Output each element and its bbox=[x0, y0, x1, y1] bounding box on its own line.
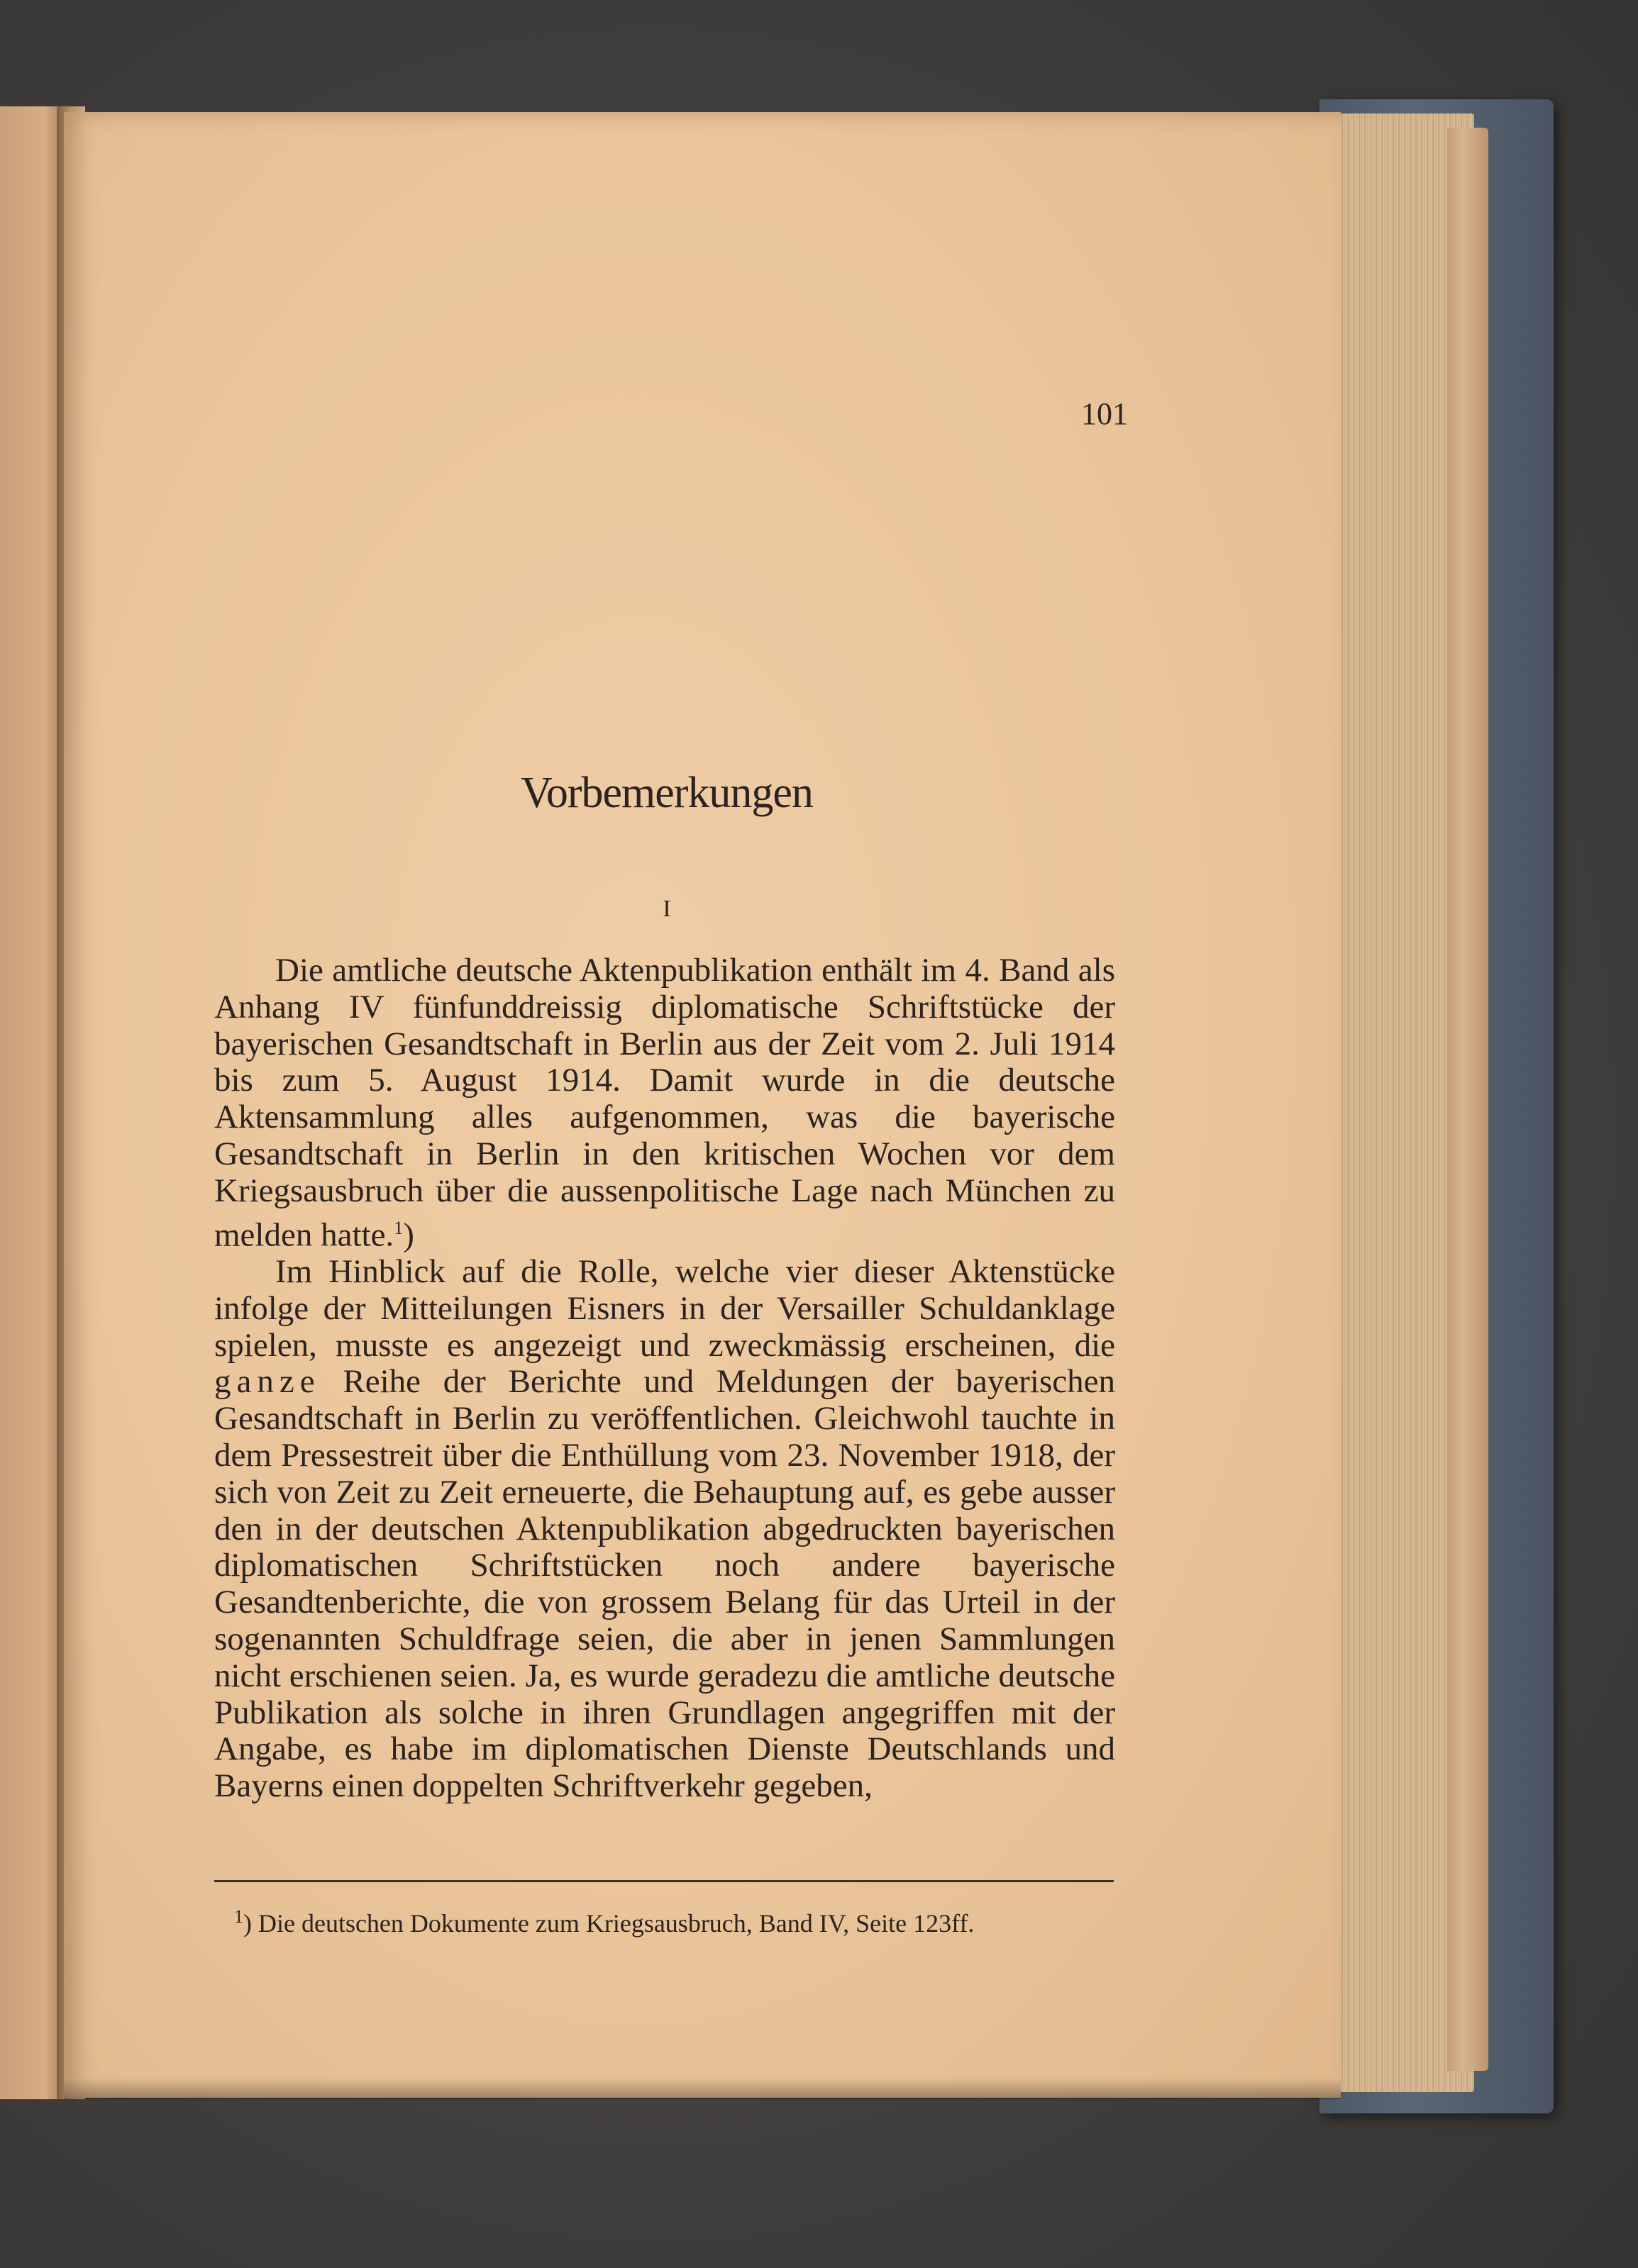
emphasized-word: ganze bbox=[214, 1363, 321, 1401]
body-text bbox=[214, 952, 1115, 1805]
footnote-reference: 1 bbox=[394, 1217, 404, 1238]
section-number: I bbox=[663, 896, 671, 922]
page-edges-outer bbox=[1447, 128, 1488, 2071]
footnote-divider bbox=[214, 1880, 1114, 1882]
page-shadow bbox=[64, 2078, 1341, 2099]
paragraph-1-text: Die amtliche deutsche Aktenpublikation enthält im 4. Band als Anhang IV fünfunddreissig diplomatische Schriftstücke der bayerischen Gesandtschaft in Berlin aus der Zeit vom 2. Juli 1914 bis zum 5. August 1914. Damit wurde in die deutsche Aktensammlung alles aufgenommen, was die bayerische Gesandtschaft in Berlin in den kritischen Wochen vor dem Kriegsausbruch über die aussenpolitische Lage nach München zu melden hatte. bbox=[214, 952, 1115, 1254]
paragraph-2 bbox=[214, 1254, 1115, 1805]
page-number: 101 bbox=[1081, 396, 1128, 431]
facing-page bbox=[0, 106, 64, 2099]
paragraph-1 bbox=[214, 952, 1115, 1254]
footnote-reference-close: ) bbox=[403, 1216, 414, 1254]
book-page bbox=[64, 112, 1341, 2098]
footnote bbox=[234, 1906, 1121, 1938]
paragraph-2-text-end: Reihe der Berichte und Meldungen der bayerischen Gesandtschaft in Berlin zu veröffentlichen. Gleichwohl tauchte in dem Pressestreit über die Enthüllung vom 23. November 1918, der sich von Zeit zu Zeit erneuerte, die Behauptung auf, es gebe ausser den in der deutschen Aktenpublikation abgedruckten bayerischen diplomatischen Schriftstücken noch andere bayerische Gesandtenberichte, die von grossem Belang für das Urteil in der sogenannten Schuldfrage seien, die aber in jenen Sammlungen nicht erschienen seien. Ja, es wurde geradezu die amtliche deutsche Publikation als solche in ihren Grundlagen angegriffen mit der Angabe, es habe im diplomatischen Dienste Deutschlands und Bayerns einen doppelten Schriftverkehr gegeben, bbox=[214, 1363, 1115, 1805]
paragraph-2-text-start: Im Hinblick auf die Rolle, welche vier dieser Aktenstücke infolge der Mitteilungen Eisners in der Versailler Schuldanklage spielen, musste es angezeigt und zweckmässig erscheinen, die bbox=[214, 1253, 1115, 1364]
chapter-heading: Vorbemerkungen bbox=[521, 769, 813, 817]
footnote-text: ) Die deutschen Dokumente zum Kriegsausbruch, Band IV, Seite 123ff. bbox=[243, 1909, 975, 1938]
footnote-marker: 1 bbox=[234, 1906, 243, 1927]
